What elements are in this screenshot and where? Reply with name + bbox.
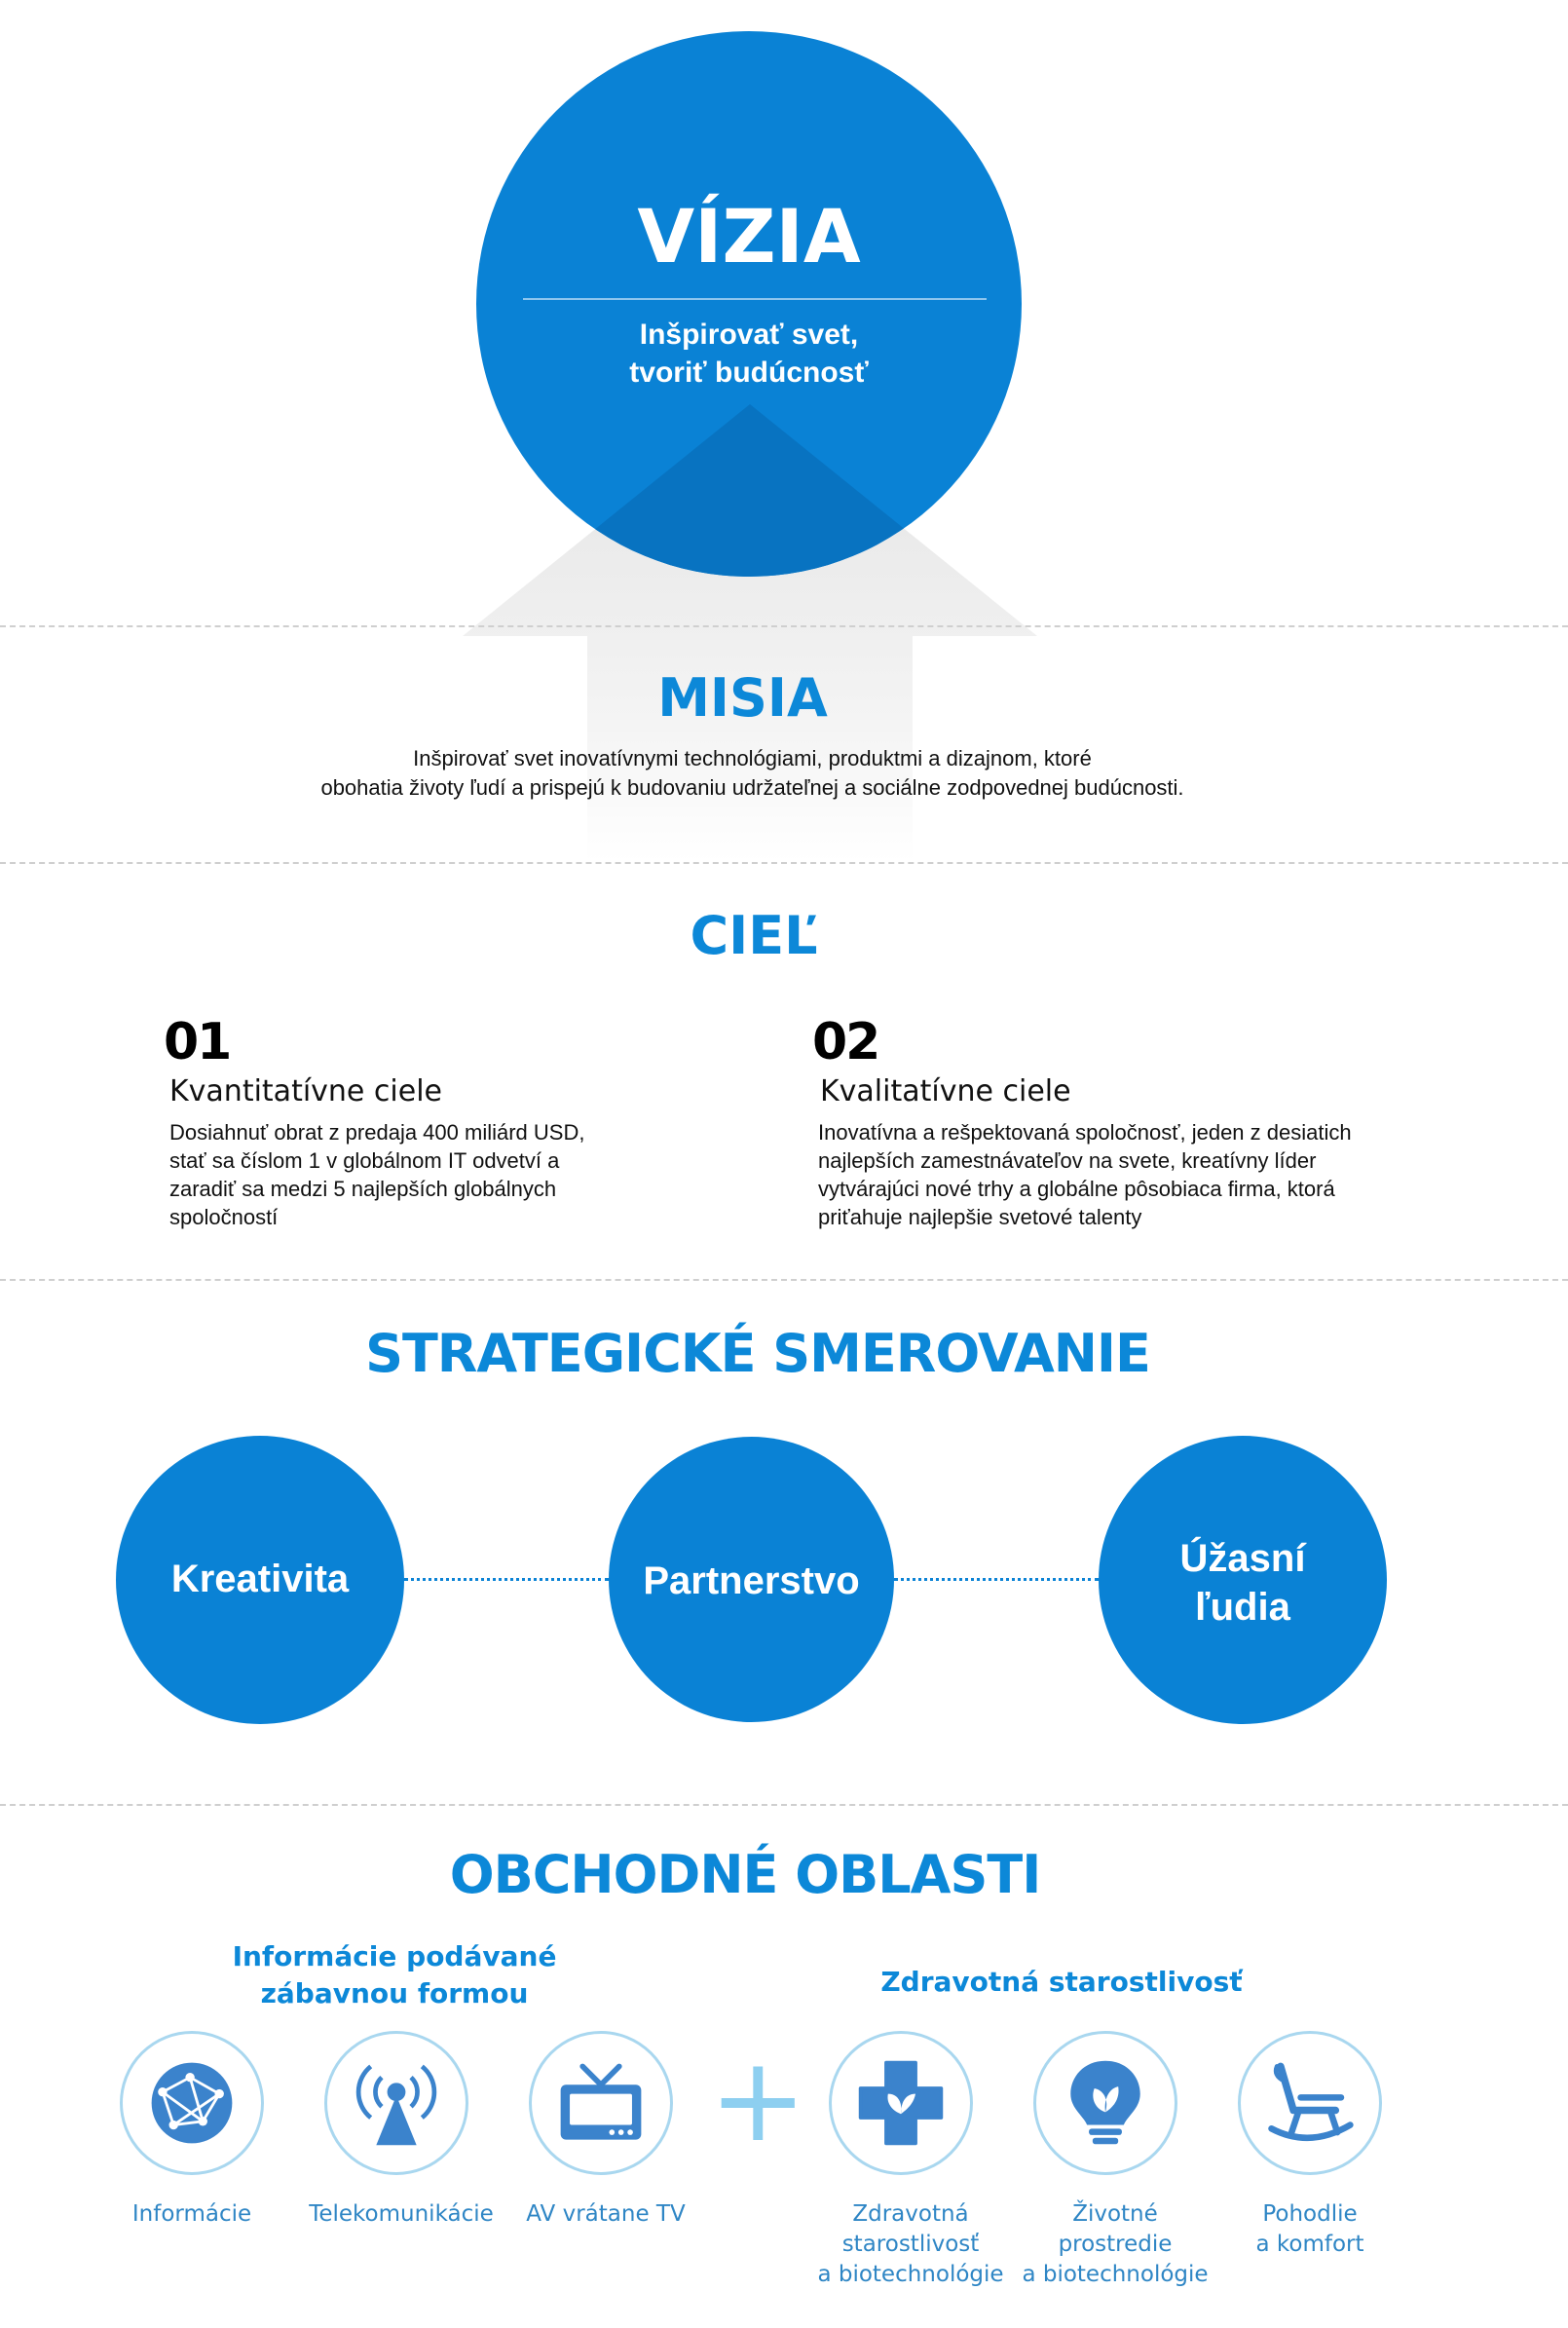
area-ring (529, 2031, 673, 2175)
area-ring (1238, 2031, 1382, 2175)
tv-icon (555, 2057, 647, 2149)
business-title: OBCHODNÉ OBLASTI (449, 1844, 1041, 1905)
area-label-line: Telekomunikácie (309, 2201, 494, 2227)
goal-description-line: zaradiť sa medzi 5 najlepších globálnych (169, 1177, 557, 1201)
area-label (289, 2199, 513, 2230)
strategy-title: STRATEGICKÉ SMEROVANIE (365, 1323, 1150, 1384)
vision-divider (523, 298, 987, 300)
area-ring (120, 2031, 264, 2175)
mission-text (0, 744, 1505, 803)
area-ring (1033, 2031, 1177, 2175)
area-ring (324, 2031, 468, 2175)
area-label-line: AV vrátane TV (526, 2201, 686, 2227)
strategy-label-line: Úžasní (1179, 1537, 1306, 1580)
antenna-icon (351, 2057, 442, 2149)
vision-text (476, 316, 1022, 392)
area-label-line: a komfort (1255, 2232, 1364, 2257)
goal-description-line: stať sa číslom 1 v globálnom IT odvetví a (169, 1148, 560, 1173)
medical-cross-icon (855, 2057, 947, 2149)
area-label-line: Informácie (131, 2201, 252, 2227)
arrow-overlap (476, 31, 1022, 577)
area-label-line: a biotechnológie (817, 2262, 1004, 2287)
goal-number: 01 (164, 1013, 231, 1071)
business-group-entertainment (195, 1938, 594, 2012)
goal-description (818, 1118, 1416, 1231)
group-title-line: zábavnou formou (260, 1977, 529, 2009)
group-title-line: Zdravotná starostlivosť (880, 1966, 1243, 1998)
goal-description-line: Dosiahnuť obrat z predaja 400 miliárd USD, (169, 1120, 585, 1145)
mission-title: MISIA (657, 667, 828, 729)
goal-title: CIEĽ (690, 905, 818, 966)
area-label (94, 2199, 289, 2230)
vision-text-line: Inšpirovať svet, (639, 319, 859, 351)
goal-description-line: spoločností (169, 1205, 279, 1229)
goal-heading: Kvantitatívne ciele (169, 1074, 443, 1108)
goal-description (169, 1118, 670, 1231)
eco-bulb-icon (1060, 2057, 1151, 2149)
area-label-line: starostlivosť (841, 2232, 980, 2257)
strategy-connector (404, 1578, 609, 1581)
area-label-line: prostredie (1058, 2232, 1173, 2257)
goal-description-line: vytvárajúci nové trhy a globálne pôsobiaca firma, ktorá (818, 1177, 1335, 1201)
area-label (504, 2199, 708, 2230)
strategy-label-line: ľudia (1195, 1586, 1290, 1629)
area-label (1213, 2199, 1407, 2260)
section-divider (0, 625, 1568, 627)
strategy-label (1099, 1534, 1387, 1632)
group-title-line: Informácie podávané (232, 1940, 557, 1972)
area-label-line: a biotechnológie (1022, 2262, 1209, 2287)
goal-description-line: najlepších zamestnávateľov na svete, kreatívny líder (818, 1148, 1317, 1173)
area-label-line: Životné (1072, 2201, 1158, 2227)
vision-text-line: tvoriť budúcnosť (629, 357, 869, 389)
goal-description-line: priťahuje najlepšie svetové talenty (818, 1205, 1142, 1229)
section-divider (0, 862, 1568, 864)
goal-number: 02 (812, 1013, 879, 1071)
globe-icon (146, 2057, 238, 2149)
strategy-label: Kreativita (170, 1558, 350, 1600)
section-divider (0, 1279, 1568, 1281)
strategy-label: Partnerstvo (643, 1559, 860, 1602)
goal-heading: Kvalitatívne ciele (820, 1074, 1071, 1108)
goal-item (164, 1013, 670, 1231)
rocking-chair-icon (1264, 2057, 1356, 2149)
mission-text-line: obohatia životy ľudí a prispejú k budovaniu udržateľnej a sociálne zodpovednej budúcnosti. (320, 775, 1184, 800)
section-divider (0, 1804, 1568, 1806)
area-label (1008, 2199, 1222, 2290)
area-label-line: Zdravotná (852, 2201, 969, 2227)
goal-description-line: Inovatívna a rešpektovaná spoločnosť, jeden z desiatich (818, 1120, 1352, 1145)
plus-sign: + (709, 2033, 807, 2168)
business-group-health (847, 1964, 1276, 2001)
area-label-line: Pohodlie (1262, 2201, 1358, 2227)
strategy-connector (894, 1578, 1099, 1581)
goal-item (812, 1013, 1416, 1231)
vision-title: VÍZIA (637, 193, 861, 280)
mission-text-line: Inšpirovať svet inovatívnymi technológiami, produktmi a dizajnom, ktoré (413, 746, 1092, 770)
area-label (803, 2199, 1018, 2290)
area-ring (829, 2031, 973, 2175)
